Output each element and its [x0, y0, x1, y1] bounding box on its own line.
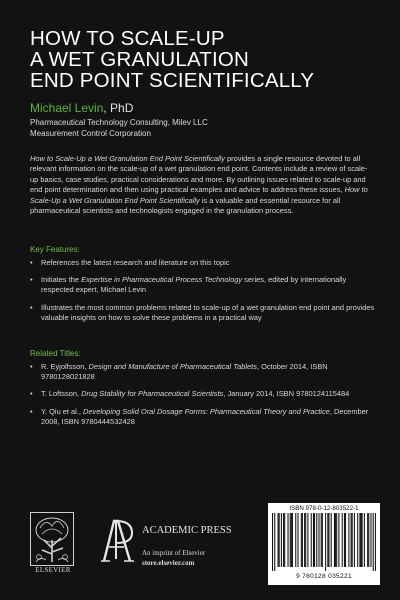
key-feature-item — [30, 258, 375, 268]
key-feature-text: Illustrates the most common problems related to scale-up of a wet granulation end point and provides valuable insights on how to solve these problems in a practical way — [41, 302, 375, 322]
barcode-bar — [328, 513, 329, 567]
barcode-bar — [321, 513, 322, 567]
barcode-bar — [327, 513, 328, 567]
barcode-bar — [362, 513, 363, 567]
barcode-bar — [305, 513, 306, 567]
barcode-bar — [316, 513, 317, 567]
key-feature-item — [30, 303, 375, 323]
barcode-bar — [364, 513, 365, 567]
barcode-bar — [279, 513, 280, 567]
author-line — [30, 101, 133, 115]
elsevier-wordmark: ELSEVIER — [35, 566, 71, 574]
barcode-bar — [278, 513, 279, 567]
affiliation-line-2: Measurement Control Corporation — [30, 129, 151, 138]
barcode-bar — [291, 513, 292, 567]
related-book-title: Developing Solid Oral Dosage Forms: Pharmaceutical Theory and Practice — [83, 406, 330, 416]
academic-press-logo — [100, 515, 136, 565]
barcode-bar — [301, 513, 302, 567]
barcode-bar — [335, 513, 336, 567]
barcode-bar — [283, 513, 284, 567]
barcode-bar — [295, 513, 296, 567]
barcode-bar — [311, 513, 312, 567]
barcode-bar — [325, 513, 326, 571]
related-title-item — [30, 407, 375, 427]
description-text-2: is a valuable and essential resource for all pharmaceutical scientists and technologists engaged in the granulation process. — [30, 195, 341, 216]
book-title — [30, 28, 380, 91]
barcode-bar — [334, 513, 335, 567]
book-description — [30, 154, 375, 216]
barcode-bar — [307, 513, 308, 567]
barcode-bar — [290, 513, 291, 567]
barcode-bar — [342, 513, 343, 567]
related-author: R. Eyjolfsson, — [41, 362, 89, 371]
barcode-bar — [281, 513, 282, 567]
title-line-2: A WET GRANULATION — [30, 48, 250, 71]
elsevier-tree-logo — [30, 512, 74, 566]
description-title-italic: How to Scale-Up a Wet Granulation End Point Scientifically — [30, 154, 225, 163]
barcode-bar — [297, 513, 298, 567]
related-isbn: , October 2014, ISBN 9780128021828 — [41, 362, 328, 382]
barcode-bar — [351, 513, 352, 567]
barcode-bar — [314, 513, 315, 567]
store-website — [142, 558, 205, 568]
title-line-1: HOW TO SCALE-UP — [30, 27, 225, 50]
barcode-bars — [272, 513, 376, 571]
barcode-bar — [370, 513, 371, 567]
barcode-bar — [331, 513, 332, 567]
key-feature-item — [30, 275, 375, 295]
key-feature-text: series, edited by internationally respected expert, Michael Levin — [41, 275, 347, 295]
affiliation-line-1: Pharmaceutical Technology Consulting, Milev LLC — [30, 118, 208, 127]
key-features-list — [30, 258, 375, 330]
barcode-bar — [344, 513, 345, 567]
related-title-item — [30, 362, 375, 382]
related-book-title: Design and Manufacture of Pharmaceutical Tablets — [88, 362, 257, 371]
barcode-bar — [304, 513, 305, 567]
barcode-bar — [345, 513, 346, 567]
barcode-bar — [322, 513, 323, 567]
related-isbn: , January 2014, ISBN 9780124115484 — [223, 389, 350, 399]
store-website-text: store.elsevier.com — [142, 559, 195, 567]
related-isbn: , December 2008, ISBN 9780444532428 — [41, 406, 369, 426]
author-name: Michael Levin — [30, 101, 104, 115]
barcode-bar — [338, 513, 339, 567]
related-titles-heading: Related Titles: — [30, 349, 81, 358]
imprint-line: An imprint of Elsevier — [142, 549, 206, 557]
related-title-item — [30, 389, 375, 399]
related-titles-list — [30, 362, 375, 434]
barcode-bar — [287, 513, 288, 567]
related-book-title: Drug Stability for Pharmaceutical Scientists — [81, 389, 224, 399]
barcode-bar — [361, 513, 362, 567]
related-author: T. Loftsson, — [41, 389, 82, 399]
description-text-1: provides a single resource devoted to all relevant information on the scale-up of a wet granulation end point. Contents include a review of scale-up basics, case studies, practical considerations and more. By outlining issues related to scale-up and end point determination and then using practical examples and advice to address these issues, — [30, 154, 368, 195]
author-affiliation — [30, 117, 208, 139]
barcode-bar — [313, 513, 314, 567]
barcode-bar — [272, 513, 273, 571]
barcode-bar — [375, 513, 376, 571]
barcode-bar — [368, 513, 369, 567]
barcode-bar — [357, 513, 358, 567]
barcode-bar — [359, 513, 360, 567]
isbn-barcode — [268, 503, 380, 585]
isbn-label: ISBN 978-0-12-803522-1 — [289, 505, 359, 512]
academic-press-name: ACADEMIC PRESS — [142, 525, 232, 536]
description-title-italic-2: How to Scale-Up a Wet Granulation End Point Scientifically — [30, 185, 368, 205]
key-features-heading: Key Features: — [30, 245, 80, 254]
author-credential: , PhD — [103, 101, 134, 115]
series-title: Expertise in Pharmaceutical Process Technology — [81, 275, 243, 285]
barcode-digits: 9 780128 035221 — [296, 573, 352, 580]
barcode-bar — [292, 513, 293, 567]
barcode-bar — [274, 513, 275, 571]
barcode-bar — [336, 513, 337, 567]
barcode-bar — [318, 513, 319, 567]
barcode-bar — [284, 513, 285, 567]
barcode-bar — [302, 513, 303, 567]
barcode-bar — [354, 513, 355, 567]
key-feature-text: Initiates the — [41, 275, 82, 285]
imprint-info — [142, 548, 205, 568]
title-line-3: END POINT SCIENTIFICALLY — [30, 69, 315, 92]
barcode-bar — [352, 513, 353, 567]
barcode-bar — [348, 513, 349, 567]
barcode-bar — [367, 513, 368, 567]
barcode-bar — [373, 513, 374, 571]
related-author: Y. Qiu et al., — [41, 406, 84, 416]
key-feature-text: References the latest research and literature on this topic — [41, 258, 230, 267]
